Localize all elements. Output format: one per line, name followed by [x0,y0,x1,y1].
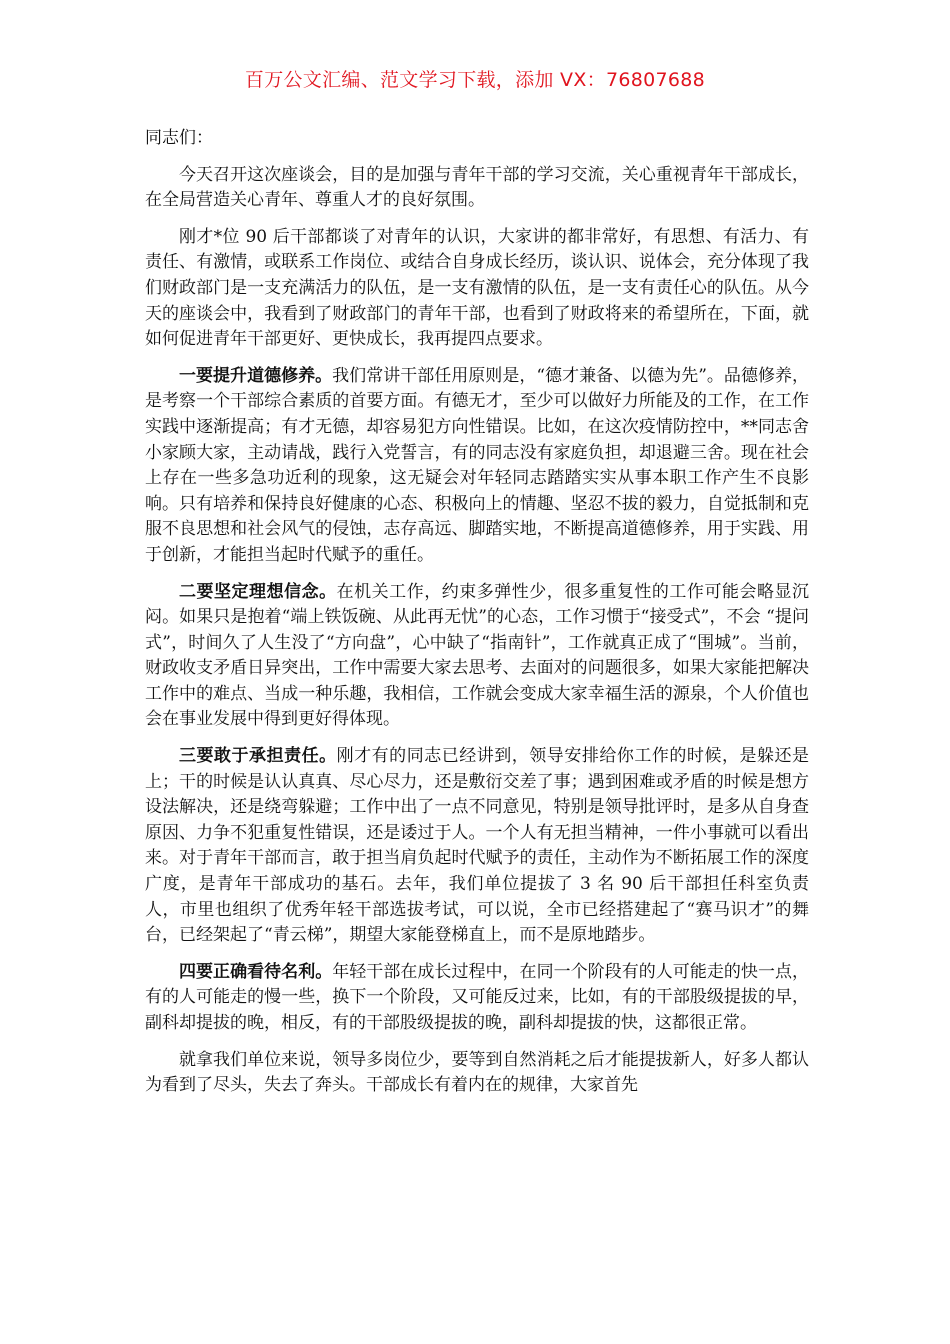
section-heading: 二要坚定理想信念。 [179,581,337,602]
paragraph-text: 刚才*位 90 后干部都谈了对青年的认识，大家讲的都非常好，有思想、有活力、有责任、有激情，或联系工作岗位、或结合自身成长经历，谈认识、说体会，充分体现了我们财政部门是一支充满活力的队伍，是一支有激情的队伍，是一支有责任心的队伍。从今天的座谈会中，我看到了财政部门的青年干部，也看到了财政将来的希望所在，下面，就如何促进青年干部更好、更快成长，我再提四点要求。 [145,226,809,350]
paragraph-2 [145,225,809,353]
section-morality [145,364,809,569]
section-heading: 三要敢于承担责任。 [179,746,337,767]
section-heading: 一要提升道德修养。 [179,365,333,386]
section-heading: 四要正确看待名利。 [179,961,333,982]
paragraph-text: 就拿我们单位来说，领导多岗位少，要等到自然消耗之后才能提拔新人，好多人都认为看到了尽头，失去了奔头。干部成长有着内在的规律，大家首先 [145,1049,809,1096]
section-text: 在机关工作，约束多弹性少，很多重复性的工作可能会略显沉闷。如果只是抱着“端上铁饭碗、从此再无忧”的心态，工作习惯于“接受式”，不会 “提问式”，时间久了人生没了“方向盘”，心中缺了“指南针”，工作就真正成了“围城”。当前，财政收支矛盾日异突出，工作中需要大家去思考、去面对的问题很多，如果大家能把解决工作中的难点、当成一种乐趣，我相信，工作就会变成大家幸福生活的源泉，个人价值也会在事业发展中得到更好得体现。 [145,581,810,730]
section-text: 刚才有的同志已经讲到，领导安排给你工作的时候，是躲还是上；干的时候是认认真真、尽心尽力，还是敷衍交差了事；遇到困难或矛盾的时候是想方设法解决，还是绕弯躲避；工作中出了一点不同意见，特别是领导批评时，是多从自身查原因、力争不犯重复性错误，还是诿过于人。一个人有无担当精神，一件小事就可以看出来。对于青年干部而言，敢于担当肩负起时代赋予的责任，主动作为不断拓展工作的深度广度，是青年干部成功的基石。去年，我们单位提拔了 3 名 90 后干部担任科室负责人，市里也组织了优秀年轻干部选拔考试，可以说，全市已经搭建起了“赛马识才”的舞台，已经架起了“青云梯”，期望大家能登梯直上，而不是原地踏步。 [145,746,810,946]
paragraph-text: 今天召开这次座谈会，目的是加强与青年干部的学习交流，关心重视青年干部成长，在全局营造关心青年、尊重人才的良好氛围。 [145,164,809,211]
section-text: 年轻干部在成长过程中，在同一个阶段有的人可能走的快一点，有的人可能走的慢一些，换下一个阶段，又可能反过来，比如，有的干部股级提拔的早，副科却提拔的晚，相反，有的干部股级提拔的晚，副科却提拔的快，这都很正常。 [145,961,809,1033]
section-ideals [145,580,809,734]
section-responsibility [145,744,809,949]
section-text: 我们常讲干部任用原则是，“德才兼备、以德为先”。品德修养，是考察一个干部综合素质的首要方面。有德无才，至少可以做好力所能及的工作，在工作实践中逐渐提高；有才无德，却容易犯方向性错误。比如，在这次疫情防控中，**同志舍小家顾大家，主动请战，践行入党誓言，有的同志没有家庭负担，却退避三舍。现在社会上存在一些多急功近利的现象，这无疑会对年轻同志踏踏实实从事本职工作产生不良影响。只有培养和保持良好健康的心态、积极向上的情趣、坚忍不拔的毅力，自觉抵制和克服不良思想和社会风气的侵蚀，志存高远、脚踏实地，不断提高道德修养，用于实践、用于创新，才能担当起时代赋予的重任。 [145,365,809,565]
document-body [145,126,809,1110]
paragraph-1 [145,163,809,214]
paragraph-7 [145,1048,809,1099]
salutation: 同志们： [145,128,213,148]
header-watermark-text: 百万公文汇编、范文学习下载，添加 VX：76807688 [244,69,706,91]
section-fame-and-gain [145,960,809,1037]
